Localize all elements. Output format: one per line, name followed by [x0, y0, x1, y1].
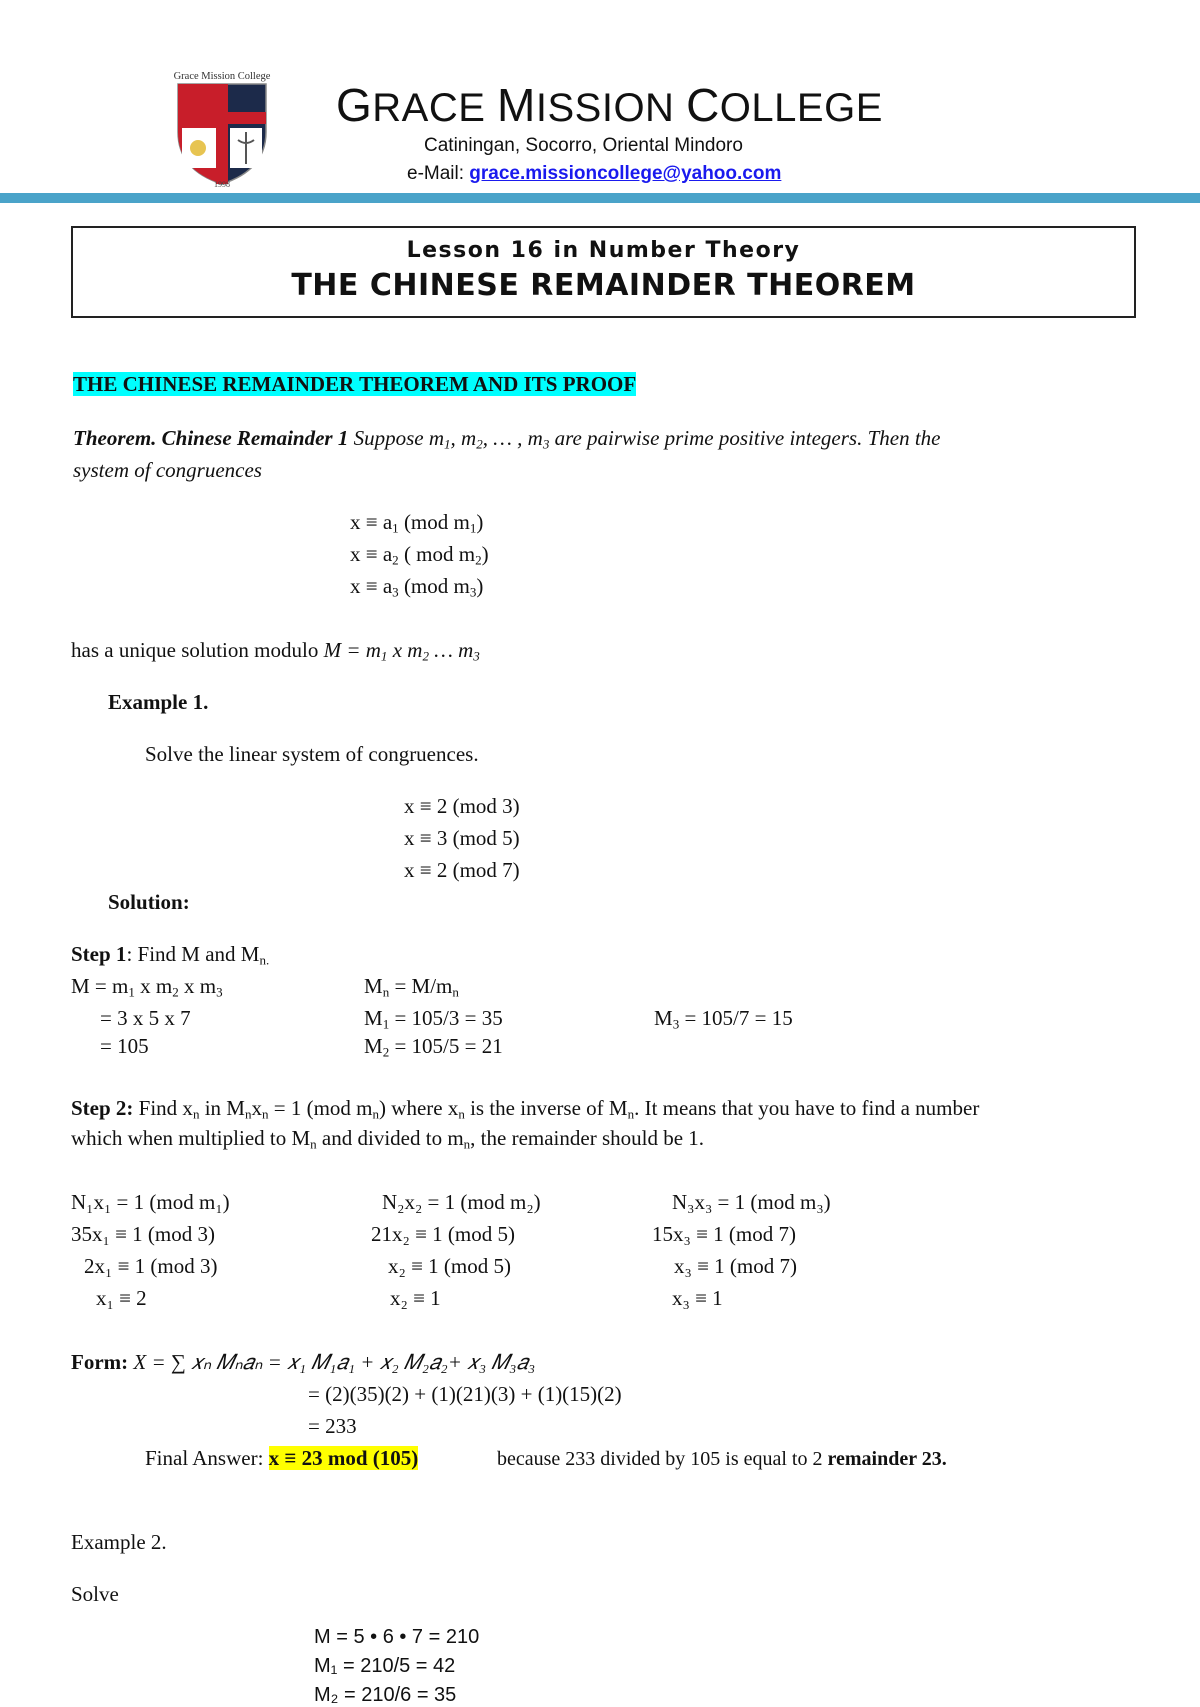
- example-1-congruence-1: x ≡ 2 (mod 3): [404, 794, 520, 818]
- inverse-col1-row3: 2x₁ ≡ 1 (mod 3): [84, 1254, 218, 1278]
- example-1-congruence-2: x ≡ 3 (mod 5): [404, 826, 520, 850]
- step-1-m-value: = 105: [100, 1034, 149, 1058]
- inverse-col1-row1: N₁x₁ = 1 (mod m₁): [71, 1190, 230, 1214]
- theorem-congruence-3: $x \equiv a_3$ (mod $m_3$): [350, 574, 484, 600]
- lesson-subtitle: Lesson 16 in Number Theory: [406, 238, 801, 263]
- final-answer: Final Answer: x ≡ 23 mod (105): [145, 1446, 419, 1470]
- example-2-m1: M₁ = 210/5 = 42: [314, 1655, 456, 1677]
- inverse-col3-row2: 15x₃ ≡ 1 (mod 7): [652, 1222, 796, 1246]
- step-1-heading: Step 1: Find M and $M_{n.}$: [71, 942, 270, 968]
- theorem-conclusion: has a unique solution modulo $M = m_1$ x $m_2$ … $m_3$: [71, 638, 480, 664]
- lesson-title: THE CHINESE REMAINDER THEOREM: [291, 268, 916, 303]
- inverse-col1-row2: 35x₁ ≡ 1 (mod 3): [71, 1222, 215, 1246]
- college-address: Catiningan, Socorro, Oriental Mindoro: [424, 135, 743, 156]
- example-1-congruence-3: x ≡ 2 (mod 7): [404, 858, 520, 882]
- section-heading: THE CHINESE REMAINDER THEOREM AND ITS PROOF: [73, 372, 637, 396]
- email-link[interactable]: grace.missioncollege@yahoo.com: [469, 163, 782, 184]
- step-1-m1: $M_1 = 105/3 = 35$: [364, 1006, 503, 1032]
- inverse-col3-row4: x₃ ≡ 1: [672, 1286, 723, 1310]
- theorem-statement-cont: system of congruences: [73, 458, 262, 482]
- inverse-col3-row3: x₃ ≡ 1 (mod 7): [674, 1254, 797, 1278]
- step-1-m2: $M_2 = 105/5 = 21$: [364, 1034, 503, 1060]
- final-answer-reason: because 233 divided by 105 is equal to 2 remainder 23.: [497, 1448, 947, 1470]
- inverse-col2-row3: x₂ ≡ 1 (mod 5): [388, 1254, 511, 1278]
- step-1-mn-formula: $M_n = M/m_n$: [364, 974, 459, 1000]
- example-2-m2: M₂ = 210/6 = 35: [314, 1684, 457, 1706]
- inverse-col2-row2: 21x₂ ≡ 1 (mod 5): [371, 1222, 515, 1246]
- form-substitution: = (2)(35)(2) + (1)(21)(3) + (1)(15)(2): [308, 1382, 622, 1406]
- example-2-label: Example 2.: [71, 1530, 167, 1554]
- example-2-instruction: Solve: [71, 1582, 119, 1606]
- step-1-m-product: = 3 x 5 x 7: [100, 1006, 191, 1030]
- logo-year: 1998: [214, 180, 230, 188]
- college-email-line: e-Mail: grace.missioncollege@yahoo.com: [407, 163, 782, 184]
- example-2-m: M = 5 • 6 • 7 = 210: [314, 1626, 480, 1648]
- header-divider: [0, 193, 1200, 203]
- theorem-congruence-1: $x \equiv a_1$ (mod $m_1$): [350, 510, 484, 536]
- solution-label: Solution:: [108, 890, 190, 914]
- example-1-label: Example 1.: [108, 690, 209, 714]
- theorem-congruence-2: $x \equiv a_2$ ( mod $m_2$): [350, 542, 489, 568]
- step-1-m-formula: $M = m_1$ x $m_2$ x $m_3$: [71, 974, 223, 1000]
- inverse-col1-row4: x₁ ≡ 2: [96, 1286, 147, 1310]
- step-2-heading: Step 2: Find $x_n$ in $M_nx_n = 1$ (mod $m_n$) where $x_n$ is the inverse of $M_n$. It means that you have to find a number: [71, 1096, 980, 1122]
- example-1-instruction: Solve the linear system of congruences.: [145, 742, 479, 766]
- form-result: = 233: [308, 1414, 357, 1438]
- inverse-col2-row4: x₂ ≡ 1: [390, 1286, 441, 1310]
- inverse-col3-row1: N₃x₃ = 1 (mod m₃): [672, 1190, 831, 1214]
- step-2-explanation: which when multiplied to $M_n$ and divided to $m_n$, the remainder should be 1.: [71, 1126, 705, 1152]
- college-name: GRACE MISSION COLLEGE: [336, 79, 883, 131]
- inverse-col2-row1: N₂x₂ = 1 (mod m₂): [382, 1190, 541, 1214]
- college-logo: [160, 70, 284, 188]
- logo-text: Grace Mission College: [173, 71, 271, 82]
- form-equation: Form: X = ∑ 𝑥ₙ 𝑀ₙ𝑎ₙ = 𝑥₁ 𝑀₁𝑎₁ + 𝑥₂ 𝑀₂𝑎₂+ 𝑥₃ 𝑀₃𝑎₃: [71, 1350, 536, 1374]
- lesson-title-box: [71, 226, 1136, 318]
- theorem-statement: Theorem. Chinese Remainder 1 Suppose $m_1$, $m_2$, … , $m_3$ are pairwise prime positive integers. Then the: [73, 426, 941, 452]
- step-1-m3: $M_3 = 105/7 = 15$: [654, 1006, 793, 1032]
